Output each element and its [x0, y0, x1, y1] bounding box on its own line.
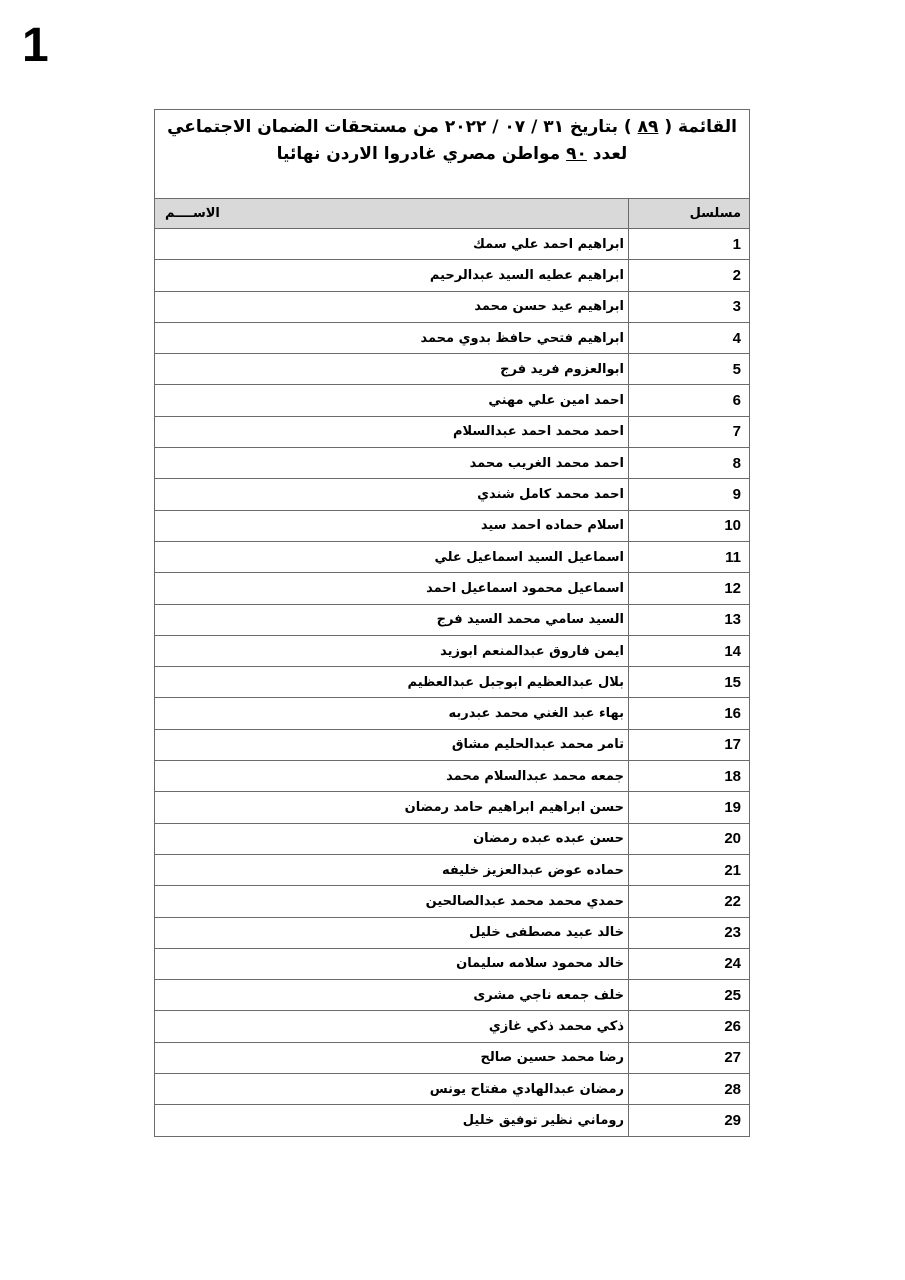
table-row	[155, 1105, 749, 1136]
row-serial: 16	[629, 698, 750, 729]
row-serial: 5	[629, 354, 750, 385]
table-row	[155, 416, 749, 447]
row-serial: 14	[629, 635, 750, 666]
row-serial: 18	[629, 761, 750, 792]
table-row	[155, 573, 749, 604]
row-serial: 24	[629, 948, 750, 979]
row-serial: 29	[629, 1105, 750, 1136]
row-name: اسلام حماده احمد سيد	[155, 510, 629, 541]
citizen-count: ٩٠	[566, 144, 587, 164]
table-row	[155, 510, 749, 541]
table-row	[155, 886, 749, 917]
row-serial: 1	[629, 229, 750, 260]
table-row	[155, 854, 749, 885]
table-row	[155, 1074, 749, 1105]
row-name: بهاء عبد الغني محمد عبدربه	[155, 698, 629, 729]
table-row	[155, 823, 749, 854]
row-name: ابوالعزوم فريد فرج	[155, 354, 629, 385]
title-prefix: القائمة (	[664, 117, 737, 137]
row-name: حمدي محمد محمد عبدالصالحين	[155, 886, 629, 917]
row-name: ابراهيم فتحي حافظ بدوي محمد	[155, 322, 629, 353]
title-middle: ) بتاريخ ٣١ / ٠٧ / ٢٠٢٢ من مستحقات الضمان الاجتماعي	[167, 117, 632, 137]
table-row	[155, 479, 749, 510]
row-name: احمد محمد احمد عبدالسلام	[155, 416, 629, 447]
table-row	[155, 698, 749, 729]
list-number: ٨٩	[637, 117, 659, 137]
page-number: 1	[22, 19, 49, 72]
table-row	[155, 667, 749, 698]
row-name: خلف جمعه ناجي مشرى	[155, 980, 629, 1011]
row-name: رمضان عبدالهادي مفتاح يونس	[155, 1074, 629, 1105]
title-line-2	[165, 141, 739, 168]
table-row	[155, 917, 749, 948]
title-line2-suffix: مواطن مصري غادروا الاردن نهائيا	[276, 144, 561, 164]
row-serial: 2	[629, 260, 750, 291]
row-serial: 13	[629, 604, 750, 635]
row-name: احمد امين علي مهني	[155, 385, 629, 416]
row-serial: 20	[629, 823, 750, 854]
header-name: الاســــم	[155, 199, 629, 229]
row-serial: 25	[629, 980, 750, 1011]
row-name: اسماعيل السيد اسماعيل علي	[155, 541, 629, 572]
row-serial: 27	[629, 1042, 750, 1073]
row-name: خالد عبيد مصطفى خليل	[155, 917, 629, 948]
table-row	[155, 761, 749, 792]
table-header-row	[155, 199, 749, 229]
title-line2-prefix: لعدد	[592, 144, 628, 164]
row-name: حماده عوض عبدالعزيز خليفه	[155, 854, 629, 885]
row-serial: 8	[629, 448, 750, 479]
table-row	[155, 1011, 749, 1042]
title-line-1	[165, 114, 739, 141]
row-name: حسن عبده عبده رمضان	[155, 823, 629, 854]
row-name: احمد محمد كامل شندي	[155, 479, 629, 510]
table-row	[155, 385, 749, 416]
beneficiary-list-sheet	[154, 109, 750, 1137]
table-row	[155, 448, 749, 479]
row-name: ابراهيم احمد علي سمك	[155, 229, 629, 260]
row-name: السيد سامي محمد السيد فرج	[155, 604, 629, 635]
row-name: تامر محمد عبدالحليم مشاق	[155, 729, 629, 760]
row-serial: 19	[629, 792, 750, 823]
row-serial: 17	[629, 729, 750, 760]
row-name: حسن ابراهيم ابراهيم حامد رمضان	[155, 792, 629, 823]
row-name: روماني نظير توفيق خليل	[155, 1105, 629, 1136]
table-row	[155, 291, 749, 322]
row-serial: 10	[629, 510, 750, 541]
table-row	[155, 980, 749, 1011]
table-row	[155, 354, 749, 385]
row-serial: 3	[629, 291, 750, 322]
row-name: ابراهيم عطيه السيد عبدالرحيم	[155, 260, 629, 291]
row-name: بلال عبدالعظيم ابوجبل عبدالعظيم	[155, 667, 629, 698]
row-serial: 12	[629, 573, 750, 604]
row-name: ايمن فاروق عبدالمنعم ابوزيد	[155, 635, 629, 666]
row-serial: 22	[629, 886, 750, 917]
table-body	[155, 229, 749, 1136]
header-serial: مسلسل	[629, 199, 750, 229]
names-table	[155, 199, 749, 1136]
row-serial: 9	[629, 479, 750, 510]
row-serial: 7	[629, 416, 750, 447]
table-row	[155, 229, 749, 260]
list-title	[155, 110, 749, 199]
row-name: اسماعيل محمود اسماعيل احمد	[155, 573, 629, 604]
table-row	[155, 948, 749, 979]
row-name: ابراهيم عيد حسن محمد	[155, 291, 629, 322]
table-row	[155, 260, 749, 291]
row-serial: 11	[629, 541, 750, 572]
table-row	[155, 541, 749, 572]
table-row	[155, 635, 749, 666]
row-name: جمعه محمد عبدالسلام محمد	[155, 761, 629, 792]
row-serial: 6	[629, 385, 750, 416]
row-name: ذكي محمد ذكي غازي	[155, 1011, 629, 1042]
row-serial: 26	[629, 1011, 750, 1042]
table-row	[155, 322, 749, 353]
table-row	[155, 792, 749, 823]
table-row	[155, 729, 749, 760]
row-serial: 4	[629, 322, 750, 353]
row-name: احمد محمد الغريب محمد	[155, 448, 629, 479]
row-name: خالد محمود سلامه سليمان	[155, 948, 629, 979]
row-serial: 21	[629, 854, 750, 885]
table-row	[155, 1042, 749, 1073]
row-serial: 23	[629, 917, 750, 948]
table-row	[155, 604, 749, 635]
row-name: رضا محمد حسين صالح	[155, 1042, 629, 1073]
row-serial: 15	[629, 667, 750, 698]
row-serial: 28	[629, 1074, 750, 1105]
